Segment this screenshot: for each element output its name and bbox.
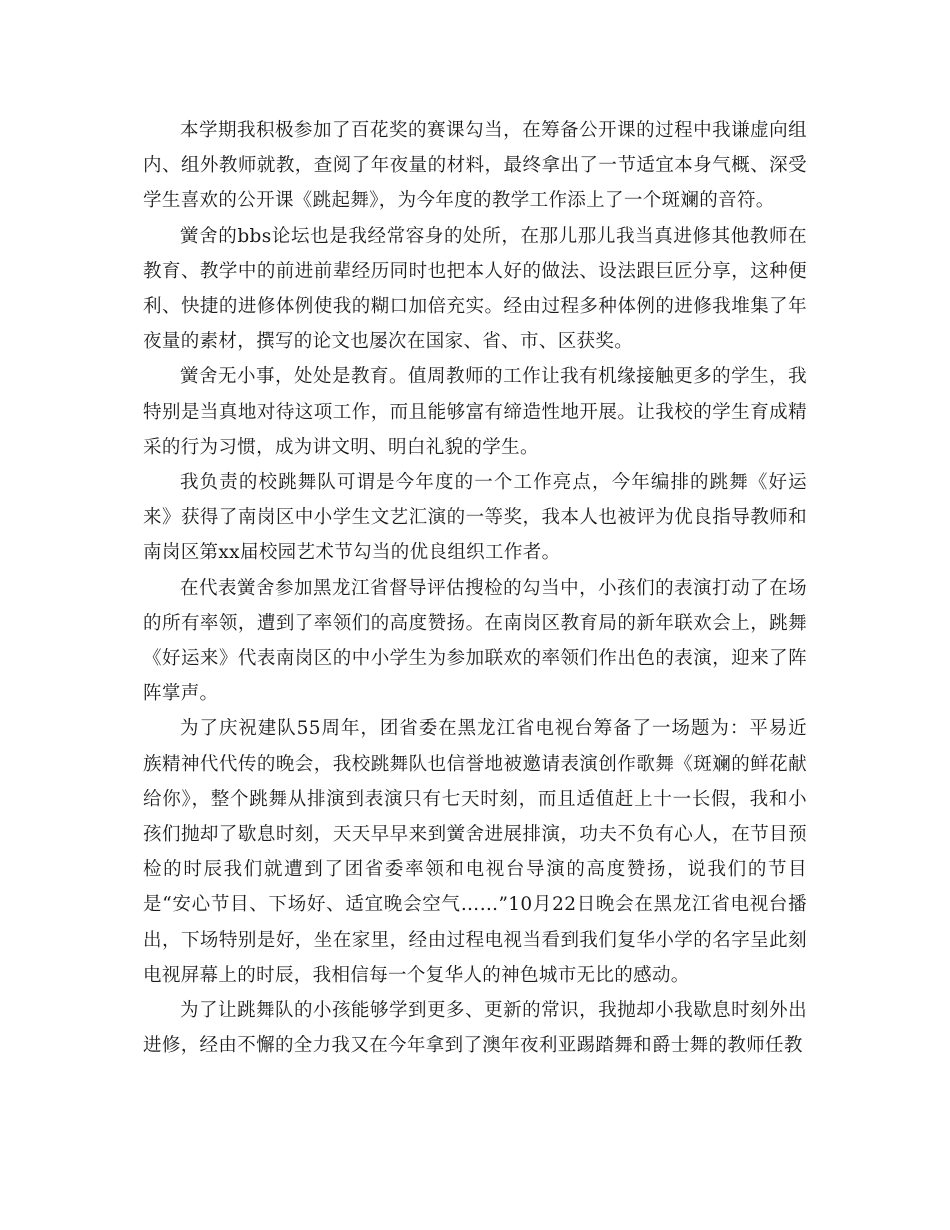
document-body xyxy=(143,113,807,1063)
paragraph-3: 黉舍无小事，处处是教育。值周教师的工作让我有机缘接触更多的学生，我特别是当真地对待这项工作，而且能够富有缔造性地开展。让我校的学生育成精采的行为习惯，成为讲文明、明白礼貌的学生。 xyxy=(143,366,807,458)
paragraph-7: 为了让跳舞队的小孩能够学到更多、更新的常识，我抛却小我歇息时刻外出进修，经由不懈的全力我又在今年拿到了澳年夜利亚踢踏舞和爵士舞的教师任教 xyxy=(143,1000,807,1057)
paragraph-6: 为了庆祝建队55周年，团省委在黑龙江省电视台筹备了一场题为：平易近族精神代代传的晚会，我校跳舞队也信誉地被邀请表演创作歌舞《斑斓的鲜花献给你》，整个跳舞从排演到表演只有七天时刻，而且适值赶上十一长假，我和小孩们抛却了歇息时刻，天天早早来到黉舍进展排演，功夫不负有心人，在节目预检的时辰我们就遭到了团省委率领和电视台导演的高度赞扬，说我们的节目是“安心节目、下场好、适宜晚会空气……”10月22日晚会在黑龙江省电视台播出，下场特别是好，坐在家里，经由过程电视当看到我们复华小学的名字呈此刻电视屏幕上的时辰，我相信每一个复华人的神色城市无比的感动。 xyxy=(143,718,807,986)
paragraph-5: 在代表黉舍参加黑龙江省督导评估搜检的勾当中，小孩们的表演打动了在场的所有率领，遭到了率领们的高度赞扬。在南岗区教育局的新年联欢会上，跳舞《好运来》代表南岗区的中小学生为参加联欢的率领们作出色的表演，迎来了阵阵掌声。 xyxy=(143,577,807,705)
paragraph-4: 我负责的校跳舞队可谓是今年度的一个工作亮点，今年编排的跳舞《好运来》获得了南岗区中小学生文艺汇演的一等奖，我本人也被评为优良指导教师和南岗区第xx届校园艺术节勾当的优良组织工作者。 xyxy=(143,472,807,564)
paragraph-2: 黉舍的bbs论坛也是我经常容身的处所，在那儿那儿我当真进修其他教师在教育、教学中的前进前辈经历同时也把本人好的做法、设法跟巨匠分享，这种便利、快捷的进修体例使我的糊口加倍充实。经由过程多种体例的进修我堆集了年夜量的素材，撰写的论文也屡次在国家、省、市、区获奖。 xyxy=(143,225,807,353)
paragraph-1: 本学期我积极参加了百花奖的赛课勾当，在筹备公开课的过程中我谦虚向组内、组外教师就教，查阅了年夜量的材料，最终拿出了一节适宜本身气概、深受学生喜欢的公开课《跳起舞》，为今年度的教学工作添上了一个斑斓的音符。 xyxy=(143,120,807,212)
